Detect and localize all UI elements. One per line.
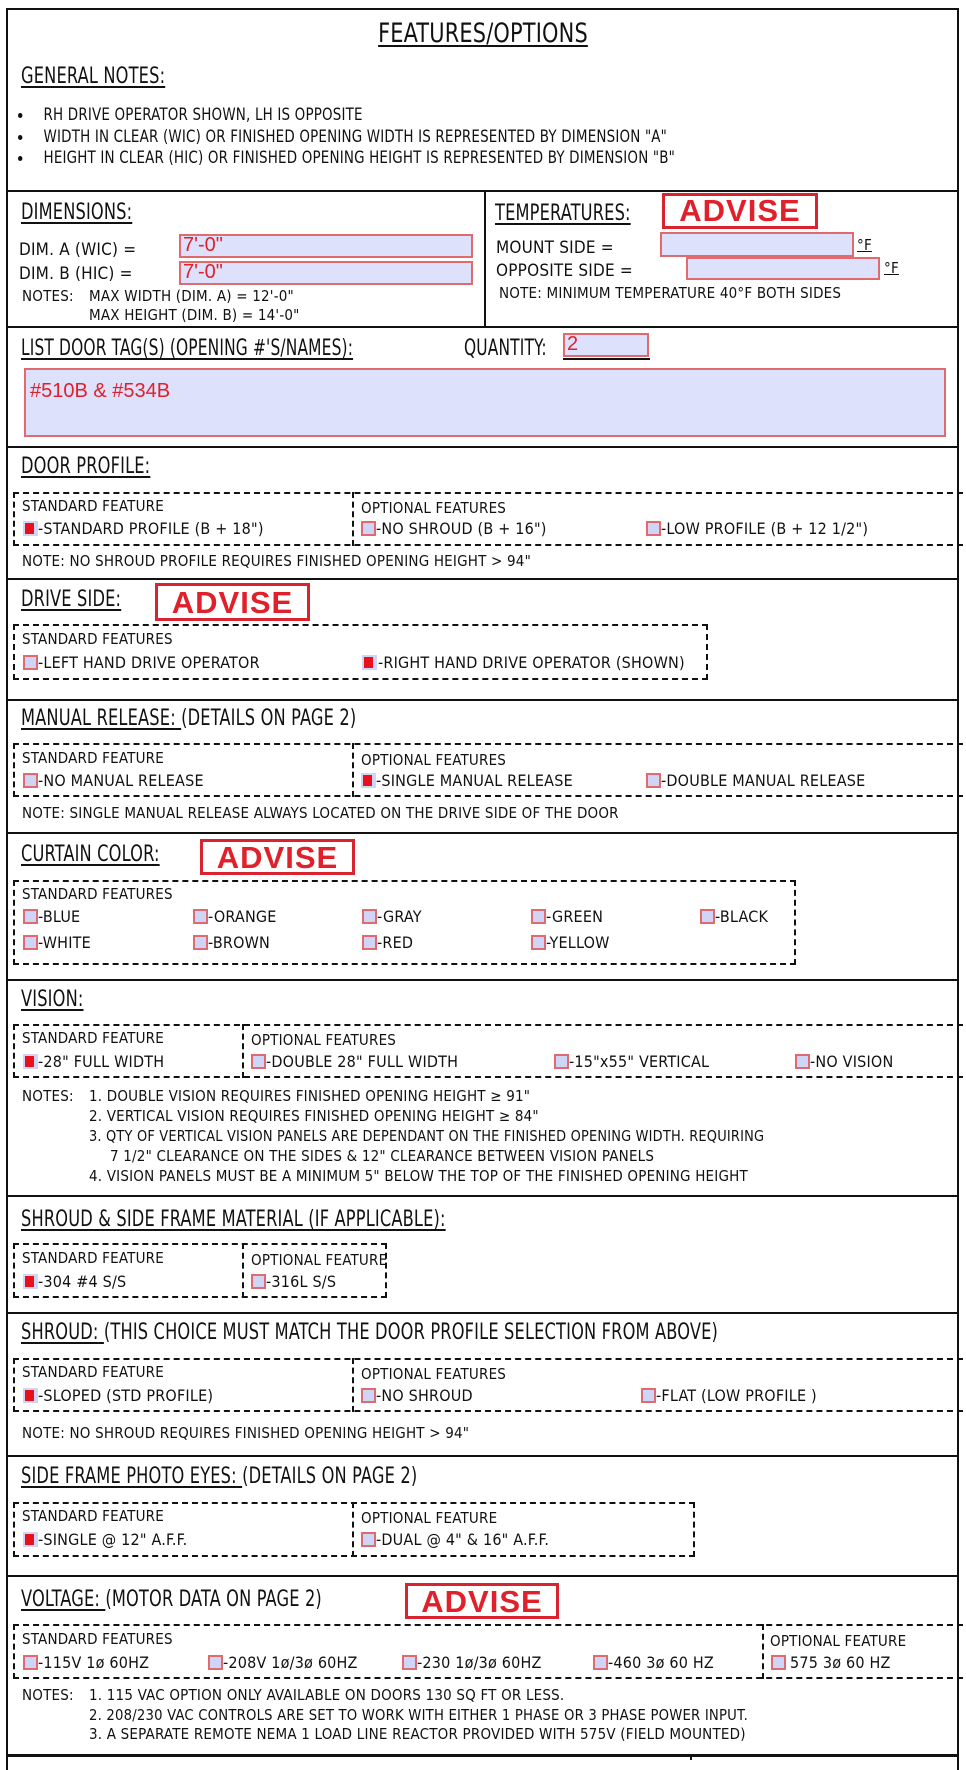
general-note [18,148,675,168]
dimensions-heading: DIMENSIONS: [21,200,133,225]
general-note-text: WIDTH IN CLEAR (WIC) OR FINISHED OPENING WIDTH IS REPRESENTED BY DIMENSION "A" [43,127,668,147]
standard-feature-label: STANDARD FEATURE [22,1507,164,1525]
divider [6,446,957,448]
manual-release-subheading: (DETAILS ON PAGE 2) [181,706,357,731]
yellow-label: -YELLOW [546,933,610,952]
shroud-heading [21,1320,718,1345]
sloped-shroud-label: -SLOPED (STD PROFILE) [38,1386,214,1405]
right-hand-drive-label: -RIGHT HAND DRIVE OPERATOR (SHOWN) [378,653,685,672]
gray-checkbox[interactable] [362,909,377,924]
bullet-icon [18,113,22,118]
divider [484,190,486,326]
316l-ss-checkbox[interactable] [251,1274,266,1289]
voltage-advise-badge: ADVISE [405,1583,559,1619]
voltage-note: 2. 208/230 VAC CONTROLS ARE SET TO WORK WITH EITHER 1 PHASE OR 3 PHASE POWER INPUT. [89,1706,748,1724]
door-tags-heading: LIST DOOR TAG(S) (OPENING #'S/NAMES): [21,336,354,361]
manual-release-heading [21,706,356,731]
divider [762,1624,764,1679]
photo-eyes-title: SIDE FRAME PHOTO EYES: [21,1464,237,1489]
temperatures-advise-badge: ADVISE [662,193,818,229]
standard-features-label: STANDARD FEATURES [22,1630,173,1648]
vision-note: 3. QTY OF VERTICAL VISION PANELS ARE DEPENDANT ON THE FINISHED OPENING WIDTH. REQUIRING [89,1127,765,1145]
230v-checkbox[interactable] [402,1655,417,1670]
voltage-heading [21,1587,322,1612]
left-hand-drive-checkbox[interactable] [23,655,38,670]
orange-label: -ORANGE [208,907,277,926]
right-hand-drive-checkbox[interactable] [362,655,377,670]
optional-features-label: OPTIONAL FEATURES [361,1365,507,1383]
vision-note: 2. VERTICAL VISION REQUIRES FINISHED OPENING HEIGHT ≥ 84" [89,1107,539,1125]
flat-shroud-checkbox[interactable] [641,1388,656,1403]
general-note [18,105,363,125]
single-photo-eye-checkbox[interactable] [23,1532,38,1547]
no-shroud-option-label: -NO SHROUD [376,1386,473,1405]
no-manual-release-label: -NO MANUAL RELEASE [38,771,204,790]
no-vision-checkbox[interactable] [795,1054,810,1069]
single-manual-release-checkbox[interactable] [361,773,376,788]
optional-feature-label: OPTIONAL FEATURE [361,1509,498,1527]
general-note-text: RH DRIVE OPERATOR SHOWN, LH IS OPPOSITE [43,105,363,125]
divider [242,1243,244,1298]
general-note-text: HEIGHT IN CLEAR (HIC) OR FINISHED OPENING HEIGHT IS REPRESENTED BY DIMENSION "B" [43,148,676,168]
standard-feature-label: STANDARD FEATURE [22,1249,164,1267]
no-shroud-option-checkbox[interactable] [361,1388,376,1403]
single-photo-eye-label: -SINGLE @ 12" A.F.F. [38,1530,188,1549]
red-label: -RED [377,933,414,952]
vision-note: 1. DOUBLE VISION REQUIRES FINISHED OPENING HEIGHT ≥ 91" [89,1087,531,1105]
black-checkbox[interactable] [700,909,715,924]
photo-eyes-heading [21,1464,417,1489]
standard-feature-label: STANDARD FEATURE [22,749,164,767]
vertical-vision-label: -15"x55" VERTICAL [569,1052,710,1071]
curtain-color-heading: CURTAIN COLOR: [21,842,160,867]
low-profile-checkbox[interactable] [646,521,661,536]
304-ss-checkbox[interactable] [23,1274,38,1289]
316l-ss-label: -316L S/S [266,1272,337,1291]
optional-features-label: OPTIONAL FEATURES [251,1031,397,1049]
white-label: -WHITE [38,933,91,952]
material-heading: SHROUD & SIDE FRAME MATERIAL (IF APPLICABLE): [21,1207,446,1232]
dimensions-note: MAX HEIGHT (DIM. B) = 14'-0" [89,306,300,324]
opposite-side-unit: °F [884,259,899,277]
left-hand-drive-label: -LEFT HAND DRIVE OPERATOR [38,653,260,672]
voltage-note: 1. 115 VAC OPTION ONLY AVAILABLE ON DOORS 130 SQ FT OR LESS. [89,1686,565,1704]
standard-features-label: STANDARD FEATURES [22,885,173,903]
quantity-input[interactable]: 2 [563,333,649,357]
blue-checkbox[interactable] [23,909,38,924]
dimensions-notes-label: NOTES: [22,287,74,305]
divider [6,1195,957,1197]
divider [6,326,957,328]
standard-feature-label: STANDARD FEATURE [22,1363,164,1381]
optional-features-label: OPTIONAL FEATURES [361,751,507,769]
standard-profile-label: -STANDARD PROFILE (B + 18") [38,519,264,538]
dim-b-label: DIM. B (HIC) = [19,264,133,284]
double-full-width-checkbox[interactable] [251,1054,266,1069]
temperatures-heading: TEMPERATURES: [495,201,631,226]
no-shroud-label: -NO SHROUD (B + 16") [376,519,547,538]
standard-feature-label: STANDARD FEATURE [22,497,164,515]
optional-feature-label: OPTIONAL FEATURE [251,1251,388,1269]
double-manual-release-label: -DOUBLE MANUAL RELEASE [661,771,866,790]
460v-label: -460 3ø 60 HZ [608,1653,714,1672]
304-ss-label: -304 #4 S/S [38,1272,127,1291]
vision-notes-label: NOTES: [22,1087,74,1105]
no-manual-release-checkbox[interactable] [23,773,38,788]
voltage-subheading: (MOTOR DATA ON PAGE 2) [105,1587,322,1612]
red-checkbox[interactable] [362,935,377,950]
blue-label: -BLUE [38,907,81,926]
green-checkbox[interactable] [531,909,546,924]
230v-label: -230 1ø/3ø 60HZ [417,1653,542,1672]
dim-a-input[interactable]: 7'-0" [179,234,473,258]
575v-checkbox[interactable] [771,1655,786,1670]
divider [6,1312,957,1314]
divider [352,1502,354,1557]
208v-checkbox[interactable] [208,1655,223,1670]
brown-label: -BROWN [208,933,271,952]
door-profile-heading: DOOR PROFILE: [21,454,151,479]
divider [6,578,957,580]
standard-profile-checkbox[interactable] [23,521,38,536]
divider [6,190,957,192]
photo-eyes-subheading: (DETAILS ON PAGE 2) [242,1464,418,1489]
no-shroud-checkbox[interactable] [361,521,376,536]
460v-checkbox[interactable] [593,1655,608,1670]
divider [6,1754,957,1757]
optional-features-label: OPTIONAL FEATURES [361,499,507,517]
green-label: -GREEN [546,907,604,926]
quantity-label: QUANTITY: [464,336,547,361]
manual-release-title: MANUAL RELEASE: [21,706,176,731]
divider [6,979,957,981]
575v-label: 575 3ø 60 HZ [790,1653,891,1672]
vertical-vision-checkbox[interactable] [554,1054,569,1069]
divider [6,1455,957,1457]
208v-label: -208V 1ø/3ø 60HZ [223,1653,358,1672]
dim-b-input[interactable]: 7'-0" [179,261,473,285]
vision-heading: VISION: [21,987,84,1012]
drive-side-advise-badge: ADVISE [155,583,310,621]
voltage-notes-label: NOTES: [22,1686,74,1704]
mount-side-label: MOUNT SIDE = [496,238,614,258]
general-notes-heading: GENERAL NOTES: [21,64,166,89]
opposite-side-label: OPPOSITE SIDE = [496,261,633,281]
standard-features-label: STANDARD FEATURES [22,630,173,648]
divider [352,492,354,546]
yellow-checkbox[interactable] [531,935,546,950]
voltage-title: VOLTAGE: [21,1587,101,1612]
divider [6,699,957,701]
115v-checkbox[interactable] [23,1655,38,1670]
double-full-width-label: -DOUBLE 28" FULL WIDTH [266,1052,459,1071]
bullet-icon [18,135,22,140]
shroud-note: NOTE: NO SHROUD REQUIRES FINISHED OPENING HEIGHT > 94" [22,1424,470,1442]
mount-side-input[interactable] [660,232,854,257]
double-manual-release-checkbox[interactable] [646,773,661,788]
opposite-side-input[interactable] [686,257,880,280]
divider [6,832,957,834]
manual-release-note: NOTE: SINGLE MANUAL RELEASE ALWAYS LOCATED ON THE DRIVE SIDE OF THE DOOR [22,804,619,822]
dimensions-note: MAX WIDTH (DIM. A) = 12'-0" [89,287,294,305]
black-label: -BLACK [715,907,769,926]
vision-note: 7 1/2" CLEARANCE ON THE SIDES & 12" CLEARANCE BETWEEN VISION PANELS [110,1147,655,1165]
page-title: FEATURES/OPTIONS [378,18,588,49]
quantity-underline [563,358,650,360]
standard-feature-label: STANDARD FEATURE [22,1029,164,1047]
dual-photo-eye-checkbox[interactable] [361,1532,376,1547]
shroud-subheading: (THIS CHOICE MUST MATCH THE DOOR PROFILE SELECTION FROM ABOVE) [103,1320,719,1345]
divider [352,1358,354,1412]
temperatures-note: NOTE: MINIMUM TEMPERATURE 40°F BOTH SIDES [499,284,842,302]
full-width-vision-checkbox[interactable] [23,1054,38,1069]
drive-side-heading: DRIVE SIDE: [21,587,122,612]
brown-checkbox[interactable] [193,935,208,950]
divider [6,1575,957,1577]
bullet-icon [18,156,22,161]
optional-feature-label: OPTIONAL FEATURE [770,1632,907,1650]
voltage-note: 3. A SEPARATE REMOTE NEMA 1 LOAD LINE REACTOR PROVIDED WITH 575V (FIELD MOUNTED) [89,1725,746,1743]
low-profile-label: -LOW PROFILE (B + 12 1/2") [661,519,869,538]
115v-label: -115V 1ø 60HZ [38,1653,150,1672]
door-tags-input[interactable]: #510B & #534B [24,368,946,437]
sloped-shroud-checkbox[interactable] [23,1388,38,1403]
divider [690,1754,692,1760]
general-note [18,127,667,147]
divider [242,1024,244,1078]
shroud-title: SHROUD: [21,1320,99,1345]
divider [352,743,354,797]
full-width-vision-label: -28" FULL WIDTH [38,1052,165,1071]
dual-photo-eye-label: -DUAL @ 4" & 16" A.F.F. [376,1530,550,1549]
gray-label: -GRAY [377,907,422,926]
dim-a-label: DIM. A (WIC) = [19,240,137,260]
white-checkbox[interactable] [23,935,38,950]
flat-shroud-label: -FLAT (LOW PROFILE ) [656,1386,817,1405]
single-manual-release-label: -SINGLE MANUAL RELEASE [376,771,573,790]
door-profile-note: NOTE: NO SHROUD PROFILE REQUIRES FINISHED OPENING HEIGHT > 94" [22,552,531,570]
no-vision-label: -NO VISION [810,1052,894,1071]
vision-note: 4. VISION PANELS MUST BE A MINIMUM 5" BELOW THE TOP OF THE FINISHED OPENING HEIGHT [89,1167,748,1185]
curtain-color-advise-badge: ADVISE [200,839,355,875]
orange-checkbox[interactable] [193,909,208,924]
mount-side-unit: °F [857,236,872,254]
